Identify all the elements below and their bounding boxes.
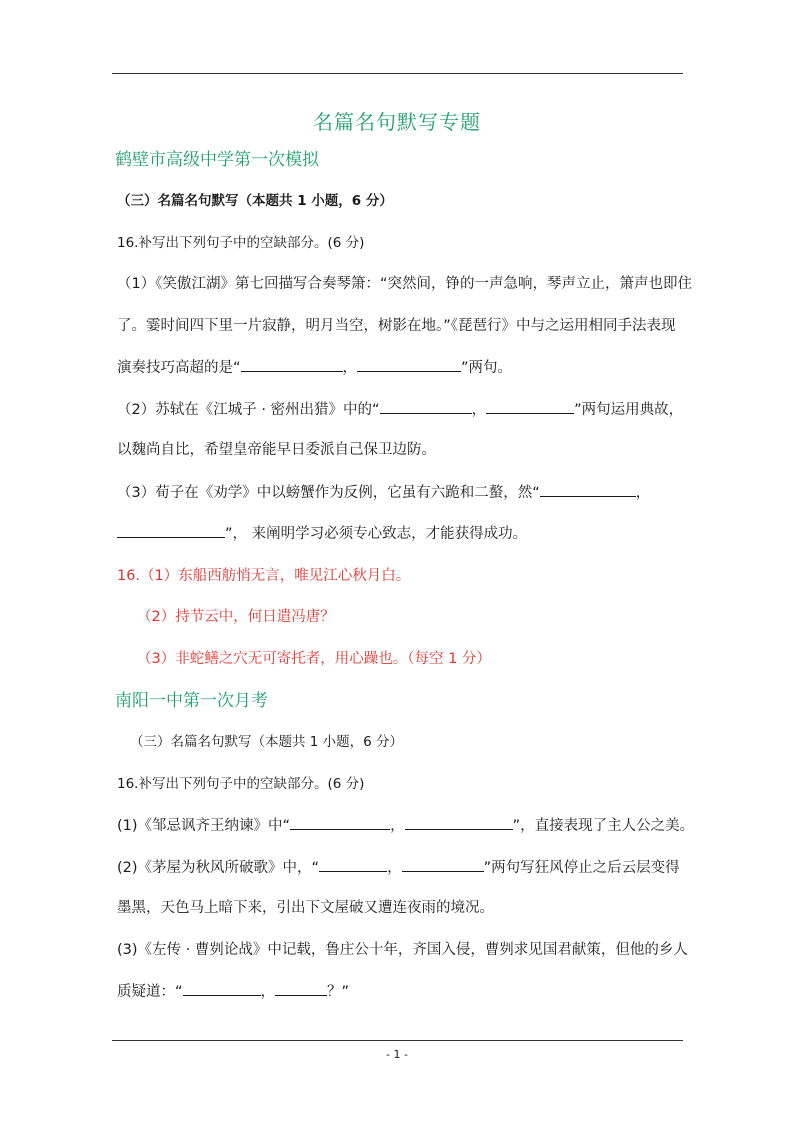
q2-line-2: 以魏尚自比，希望皇帝能早日委派自己保卫边防。 <box>117 442 436 458</box>
answer-line-3: （3）非蛇鳝之穴无可寄托者，用心躁也。（每空 1 分） <box>137 651 491 667</box>
q1-text-b: ， <box>390 818 405 834</box>
q1-text-c: ”两句。 <box>461 360 513 376</box>
answer-blank[interactable] <box>117 523 225 538</box>
question-intro: 16.补写出下列句子中的空缺部分。(6 分) <box>117 776 365 792</box>
question-intro: 16.补写出下列句子中的空缺部分。(6 分) <box>117 235 365 251</box>
section-heading-hebi: 鹤壁市高级中学第一次模拟 <box>115 150 319 170</box>
answer-blank[interactable] <box>241 357 343 372</box>
q2-line-2: 墨黑，天色马上暗下来，引出下文屋破又遭连夜雨的境况。 <box>117 900 494 916</box>
q3-line-2 <box>117 981 349 1002</box>
answer-line-2: （2）持节云中，何日遣冯唐？ <box>137 609 335 625</box>
answer-blank[interactable] <box>290 815 390 830</box>
q3-text-b: ， <box>635 485 651 501</box>
q3-text-c: ？” <box>327 984 350 1000</box>
section-subheading: （三）名篇名句默写（本题共 1 小题，6 分） <box>117 193 393 209</box>
document-title: 名篇名句默写专题 <box>313 110 481 134</box>
answer-blank[interactable] <box>402 857 484 872</box>
q2-text-b: ， <box>471 402 487 418</box>
q1-line-3 <box>117 357 512 378</box>
q2-line-1 <box>117 399 683 420</box>
q1-text-a: (1)《邹忌讽齐王纳谏》中“ <box>117 818 291 834</box>
q2-text-c: ”两句写狂风停止之后云层变得 <box>483 860 680 876</box>
answer-blank[interactable] <box>380 399 472 414</box>
answer-blank[interactable] <box>540 482 636 497</box>
q3-line-2 <box>117 523 527 544</box>
q3-text-b: ， <box>260 984 276 1000</box>
q3-line-1 <box>117 482 650 503</box>
footer-rule <box>112 1040 683 1041</box>
answer-blank[interactable] <box>183 981 261 996</box>
q1-text-b: ， <box>342 360 358 376</box>
q1-line-2: 了。霎时间四下里一片寂静，明月当空，树影在地。”《琵琶行》中与之运用相同手法表现 <box>117 318 676 334</box>
section-heading-nanyang: 南阳一中第一次月考 <box>115 691 268 711</box>
answer-blank[interactable] <box>405 815 513 830</box>
q3-text-c: ”， 来阐明学习必须专心致志，才能获得成功。 <box>225 526 528 542</box>
answer-blank[interactable] <box>357 357 461 372</box>
answer-blank[interactable] <box>486 399 574 414</box>
q3-text-a: （3）荀子在《劝学》中以螃蟹作为反例，它虽有六跪和二螯，然“ <box>117 485 540 501</box>
q2-text-a: （2）苏轼在《江城子 · 密州出猎》中的“ <box>117 402 380 418</box>
q3-text-a: 质疑道：“ <box>117 984 183 1000</box>
section-subheading: （三）名篇名句默写（本题共 1 小题，6 分） <box>130 734 404 750</box>
q1-text-a: 演奏技巧高超的是“ <box>117 360 241 376</box>
q2-text-a: (2)《茅屋为秋风所破歌》中，“ <box>117 860 320 876</box>
q1-line-1: （1）《笑傲江湖》第七回描写合奏琴箫：“突然间，铮的一声急响，琴声立止，箫声也即住 <box>117 276 692 292</box>
header-rule <box>112 73 683 74</box>
page-number: - 1 - <box>386 1048 408 1061</box>
answer-blank[interactable] <box>275 981 327 996</box>
answer-blank[interactable] <box>319 857 387 872</box>
q1-line <box>117 815 694 836</box>
q2-text-b: ， <box>387 860 402 876</box>
q3-line-1: (3)《左传 · 曹刿论战》中记载，鲁庄公十年，齐国入侵，曹刿求见国君献策，但他的乡人 <box>117 942 688 958</box>
answer-line-1: 16.（1）东船西舫悄无言，唯见江心秋月白。 <box>117 568 411 584</box>
q2-text-c: ”两句运用典故， <box>574 402 684 418</box>
q2-line-1 <box>117 857 680 878</box>
q1-text-c: ”，直接表现了主人公之美。 <box>512 818 695 834</box>
